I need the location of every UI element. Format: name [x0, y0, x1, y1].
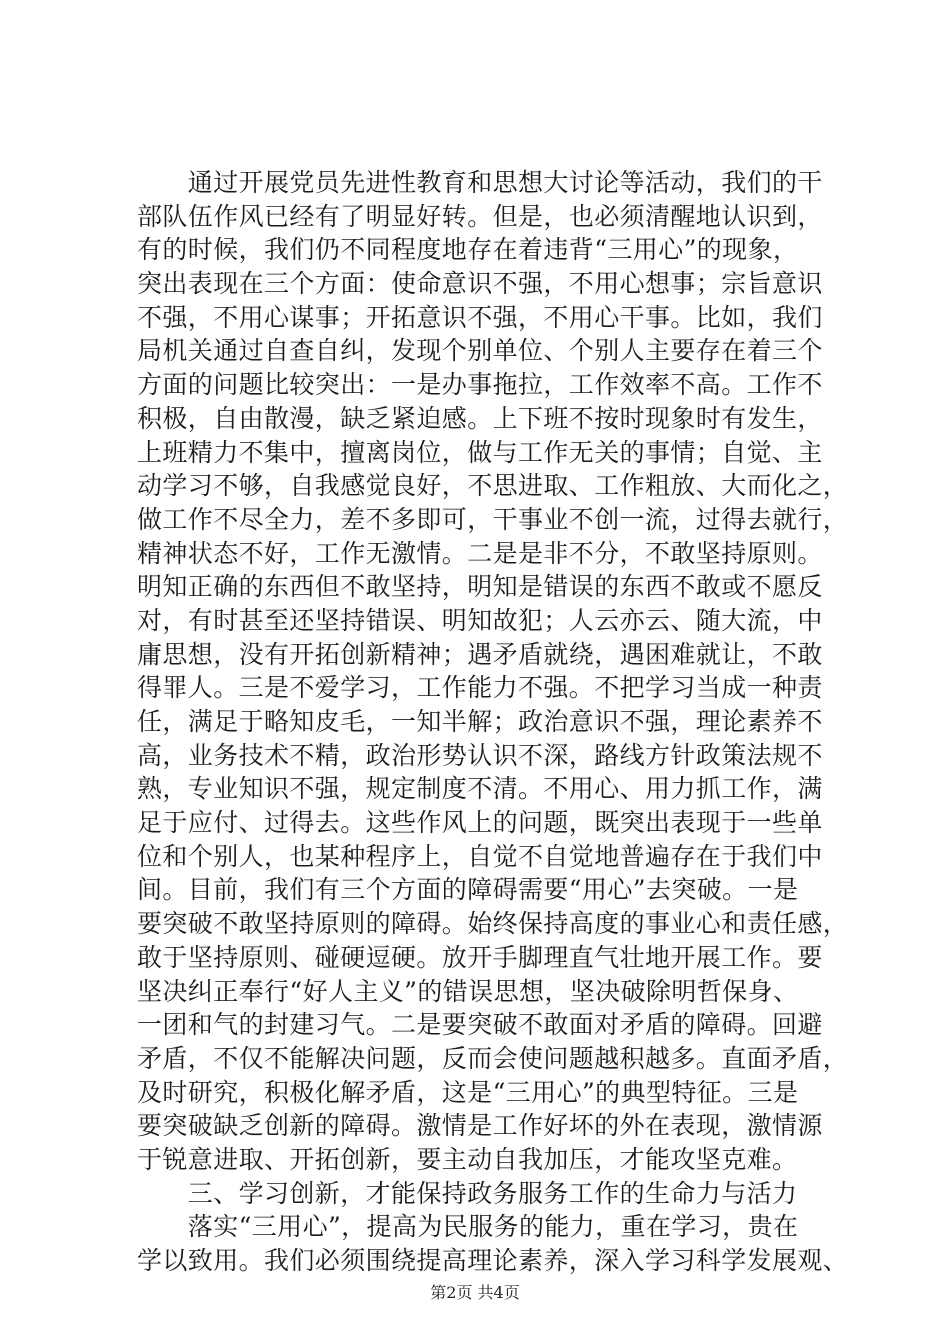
text-line: 学以致用。我们必须围绕提高理论素养，深入学习科学发展观、 — [137, 1246, 849, 1275]
text-line: 熟，专业知识不强，规定制度不清。不用心、用力抓工作，满 — [137, 774, 823, 804]
text-line: 做工作不尽全力，差不多即可，干事业不创一流，过得去就行， — [137, 504, 849, 534]
text-line: 三、学习创新，才能保持政务服务工作的生命力与活力 — [137, 1178, 798, 1208]
text-line: 间。目前，我们有三个方面的障碍需要“用心”去突破。一是 — [137, 875, 799, 905]
text-line: 动学习不够，自我感觉良好，不思进取、工作粗放、大而化之， — [137, 471, 849, 501]
text-line: 足于应付、过得去。这些作风上的问题，既突出表现于一些单 — [137, 808, 823, 838]
text-line: 一团和气的封建习气。二是要突破不敢面对矛盾的障碍。回避 — [137, 1010, 823, 1040]
text-line: 精神状态不好，工作无激情。二是是非不分，不敢坚持原则。 — [137, 538, 823, 568]
text-line: 积极，自由散漫，缺乏紧迫感。上下班不按时现象时有发生， — [137, 403, 823, 433]
text-line: 落实“三用心”，提高为民服务的能力，重在学习，贵在 — [137, 1212, 799, 1242]
text-line: 矛盾，不仅不能解决问题，反而会使问题越积越多。直面矛盾， — [137, 1043, 849, 1073]
document-body — [137, 166, 847, 1278]
text-line: 及时研究，积极化解矛盾，这是“三用心”的典型特征。三是 — [137, 1077, 799, 1107]
text-line: 要突破不敢坚持原则的障碍。始终保持高度的事业心和责任感， — [137, 909, 849, 939]
text-line: 局机关通过自查自纠，发现个别单位、个别人主要存在着三个 — [137, 336, 823, 366]
text-line: 任，满足于略知皮毛，一知半解；政治意识不强，理论素养不 — [137, 707, 823, 736]
text-line: 明知正确的东西但不敢坚持，明知是错误的东西不敢或不愿反 — [137, 572, 823, 602]
text-line: 于锐意进取、开拓创新，要主动自我加压，才能攻坚克难。 — [137, 1144, 798, 1174]
text-line: 得罪人。三是不爱学习，工作能力不强。不把学习当成一种责 — [137, 673, 823, 703]
text-line: 方面的问题比较突出：一是办事拖拉，工作效率不高。工作不 — [137, 370, 823, 400]
text-line: 坚决纠正奉行“好人主义”的错误思想，坚决破除明哲保身、 — [137, 976, 799, 1006]
text-line: 上班精力不集中，擅离岗位，做与工作无关的事情；自觉、主 — [137, 437, 823, 467]
text-line: 敢于坚持原则、碰硬逗硬。放开手脚理直气壮地开展工作。要 — [137, 942, 823, 972]
text-line: 要突破缺乏创新的障碍。激情是工作好坏的外在表现，激情源 — [137, 1111, 823, 1141]
text-line: 庸思想，没有开拓创新精神；遇矛盾就绕，遇困难就让，不敢 — [137, 639, 823, 669]
page-footer: 第2页 共4页 — [430, 1283, 520, 1302]
text-line: 位和个别人，也某种程序上，自觉不自觉地普遍存在于我们中 — [137, 841, 823, 871]
text-line: 通过开展党员先进性教育和思想大讨论等活动，我们的干 — [137, 168, 823, 197]
text-line: 部队伍作风已经有了明显好转。但是，也必须清醒地认识到， — [137, 201, 823, 231]
text-line: 突出表现在三个方面：使命意识不强，不用心想事；宗旨意识 — [137, 269, 823, 299]
text-line: 对，有时甚至还坚持错误、明知故犯；人云亦云、随大流，中 — [137, 605, 823, 635]
text-line: 不强，不用心谋事；开拓意识不强，不用心干事。比如，我们 — [137, 302, 823, 332]
text-line: 有的时候，我们仍不同程度地存在着违背“三用心”的现象， — [137, 235, 799, 265]
text-line: 高，业务技术不精，政治形势认识不深，路线方针政策法规不 — [137, 740, 823, 770]
